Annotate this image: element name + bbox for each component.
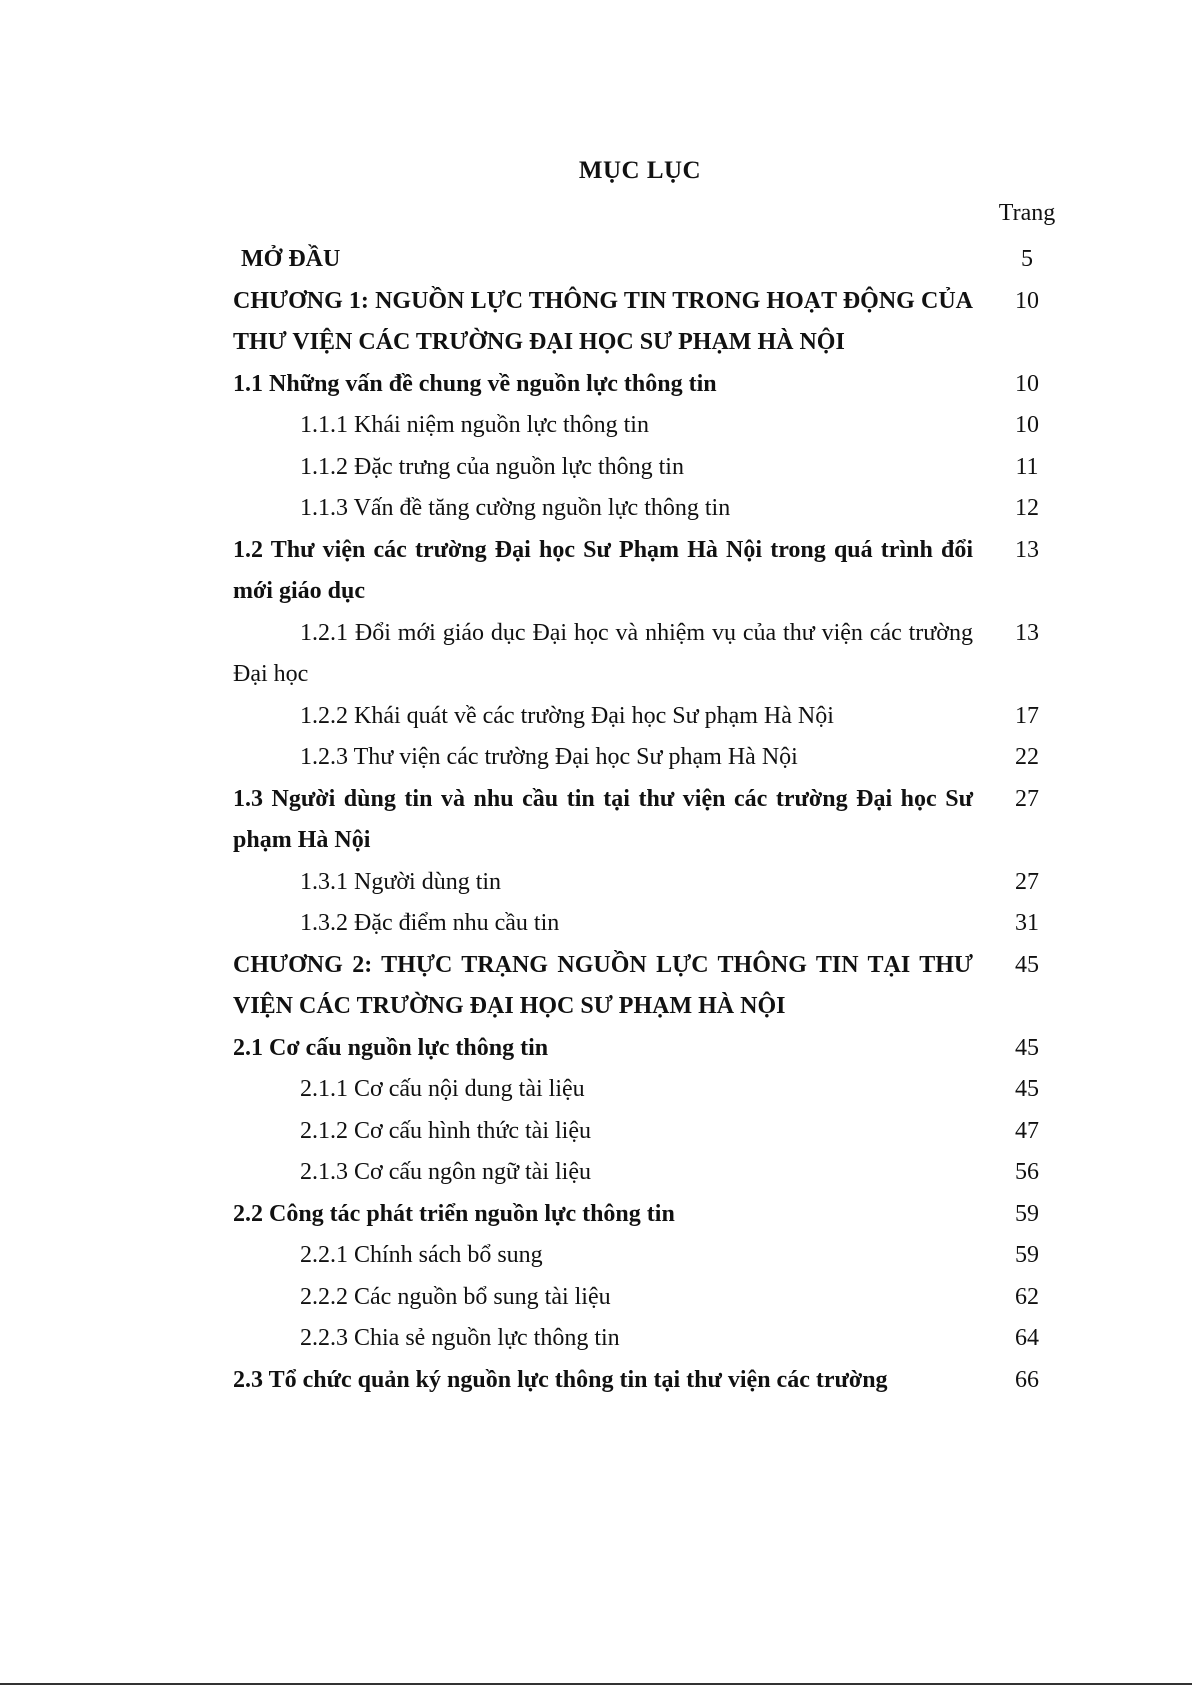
toc-entry-text: 2.1 Cơ cấu nguồn lực thông tin (233, 1034, 549, 1061)
toc-entry-1-2-1[interactable] (233, 613, 1064, 696)
toc-entry-page: 45 (1015, 1034, 1039, 1061)
toc-entry-text: 2.2.1 Chính sách bổ sung (300, 1242, 543, 1268)
toc-entry-1-1-2[interactable] (233, 447, 1064, 489)
toc-entry-1-3[interactable] (233, 779, 1064, 862)
toc-entry-1-3-2[interactable] (233, 903, 1064, 945)
toc-entry-text: 1.3 Người dùng tin và nhu cầu tin tại thư viện các trường Đại học Sư phạm Hà Nội (233, 785, 973, 853)
toc-entry-1-1[interactable] (233, 364, 1064, 406)
toc-entry-text: 1.3.1 Người dùng tin (300, 868, 502, 895)
toc-entry-1-2-3[interactable] (233, 737, 1064, 779)
toc-entry-text: 1.2.1 Đổi mới giáo dục Đại học và nhiệm vụ của thư viện các trường Đại học (233, 619, 973, 687)
page-title: MỤC LỤC (578, 157, 702, 184)
toc-entry-page: 10 (1015, 412, 1039, 438)
toc-entry-2-1-1[interactable] (233, 1069, 1064, 1111)
toc-entry-text: 2.3 Tổ chức quản ký nguồn lực thông tin tại thư viện các trường (233, 1366, 888, 1393)
toc-entry-1-2-2[interactable] (233, 696, 1064, 738)
toc-entry-text: 1.1.2 Đặc trưng của nguồn lực thông tin (300, 453, 684, 480)
toc-entry-2-2-1[interactable] (233, 1235, 1064, 1277)
toc-entry-chapter-2[interactable] (233, 945, 1064, 1028)
toc-entry-2-2-3[interactable] (233, 1318, 1064, 1360)
toc-entry-page: 27 (1015, 785, 1039, 812)
toc-entry-text: MỞ ĐẦU (241, 246, 341, 272)
toc-entry-page: 45 (1015, 1076, 1039, 1102)
toc-entry-chapter-1[interactable] (233, 281, 1064, 364)
toc-entry-page: 47 (1015, 1117, 1039, 1144)
toc-entry-page: 27 (1015, 868, 1039, 895)
toc-entry-2-3[interactable] (233, 1360, 1064, 1402)
toc-entry-page: 66 (1015, 1366, 1039, 1393)
toc-entry-2-2-2[interactable] (233, 1277, 1064, 1319)
toc-entry-page: 64 (1015, 1325, 1039, 1351)
toc-entry-page: 62 (1015, 1283, 1039, 1310)
toc-entry-2-1[interactable] (233, 1028, 1064, 1070)
toc-entry-text: 2.2.3 Chia sẻ nguồn lực thông tin (300, 1325, 620, 1351)
toc-entry-page: 59 (1015, 1242, 1039, 1268)
toc-entry-text: 1.3.2 Đặc điểm nhu cầu tin (300, 910, 560, 936)
toc-entry-page: 45 (1015, 951, 1039, 978)
toc-entry-text: CHƯƠNG 2: THỰC TRẠNG NGUỒN LỰC THÔNG TIN TẠI THƯ VIỆN CÁC TRƯỜNG ĐẠI HỌC SƯ PHẠM HÀ NỘI (233, 951, 973, 1019)
toc-entry-1-1-3[interactable] (233, 488, 1064, 530)
toc-entry-2-2[interactable] (233, 1194, 1064, 1236)
toc-entry-page: 13 (1015, 619, 1039, 646)
toc-entry-text: 1.1.1 Khái niệm nguồn lực thông tin (300, 412, 649, 438)
toc-entry-page: 56 (1015, 1159, 1039, 1185)
toc-entry-text: 2.1.1 Cơ cấu nội dung tài liệu (300, 1076, 585, 1102)
toc-entry-page: 31 (1015, 910, 1039, 936)
toc-entry-text: CHƯƠNG 1: NGUỒN LỰC THÔNG TIN TRONG HOẠT ĐỘNG CỦA THƯ VIỆN CÁC TRƯỜNG ĐẠI HỌC SƯ PHẠM HÀ NỘI (233, 287, 973, 355)
toc-entry-page: 5 (1021, 246, 1033, 272)
toc-entry-text: 1.1 Những vấn đề chung về nguồn lực thông tin (233, 370, 717, 397)
toc-entry-text: 1.2.3 Thư viện các trường Đại học Sư phạm Hà Nội (300, 744, 798, 770)
toc-entry-text: 2.2.2 Các nguồn bổ sung tài liệu (300, 1283, 611, 1310)
toc-entry-1-3-1[interactable] (233, 862, 1064, 904)
toc-entry-text: 1.2 Thư viện các trường Đại học Sư Phạm Hà Nội trong quá trình đổi mới giáo dục (233, 536, 973, 604)
toc-entry-page: 12 (1015, 495, 1039, 521)
toc-entry-text: 1.1.3 Vấn đề tăng cường nguồn lực thông tin (300, 495, 731, 521)
toc-entry-text: 1.2.2 Khái quát về các trường Đại học Sư phạm Hà Nội (300, 702, 834, 729)
toc-entry-2-1-3[interactable] (233, 1152, 1064, 1194)
toc-entry-text: 2.2 Công tác phát triển nguồn lực thông tin (233, 1200, 675, 1227)
toc-entry-text: 2.1.2 Cơ cấu hình thức tài liệu (300, 1117, 591, 1144)
toc-entry-page: 17 (1015, 702, 1039, 729)
table-of-contents (233, 239, 1064, 1401)
toc-entry-page: 10 (1015, 287, 1039, 314)
toc-entry-text: 2.1.3 Cơ cấu ngôn ngữ tài liệu (300, 1159, 591, 1185)
toc-entry-1-1-1[interactable] (233, 405, 1064, 447)
toc-entry-page: 11 (1015, 453, 1039, 480)
toc-entry-page: 22 (1015, 744, 1039, 770)
toc-entry-1-2[interactable] (233, 530, 1064, 613)
page-column-header: Trang (998, 200, 1056, 226)
toc-entry-page: 13 (1015, 536, 1039, 563)
toc-entry-page: 10 (1015, 370, 1039, 397)
toc-entry-page: 59 (1015, 1200, 1039, 1227)
toc-entry-mo-dau[interactable] (233, 239, 1064, 281)
toc-entry-2-1-2[interactable] (233, 1111, 1064, 1153)
